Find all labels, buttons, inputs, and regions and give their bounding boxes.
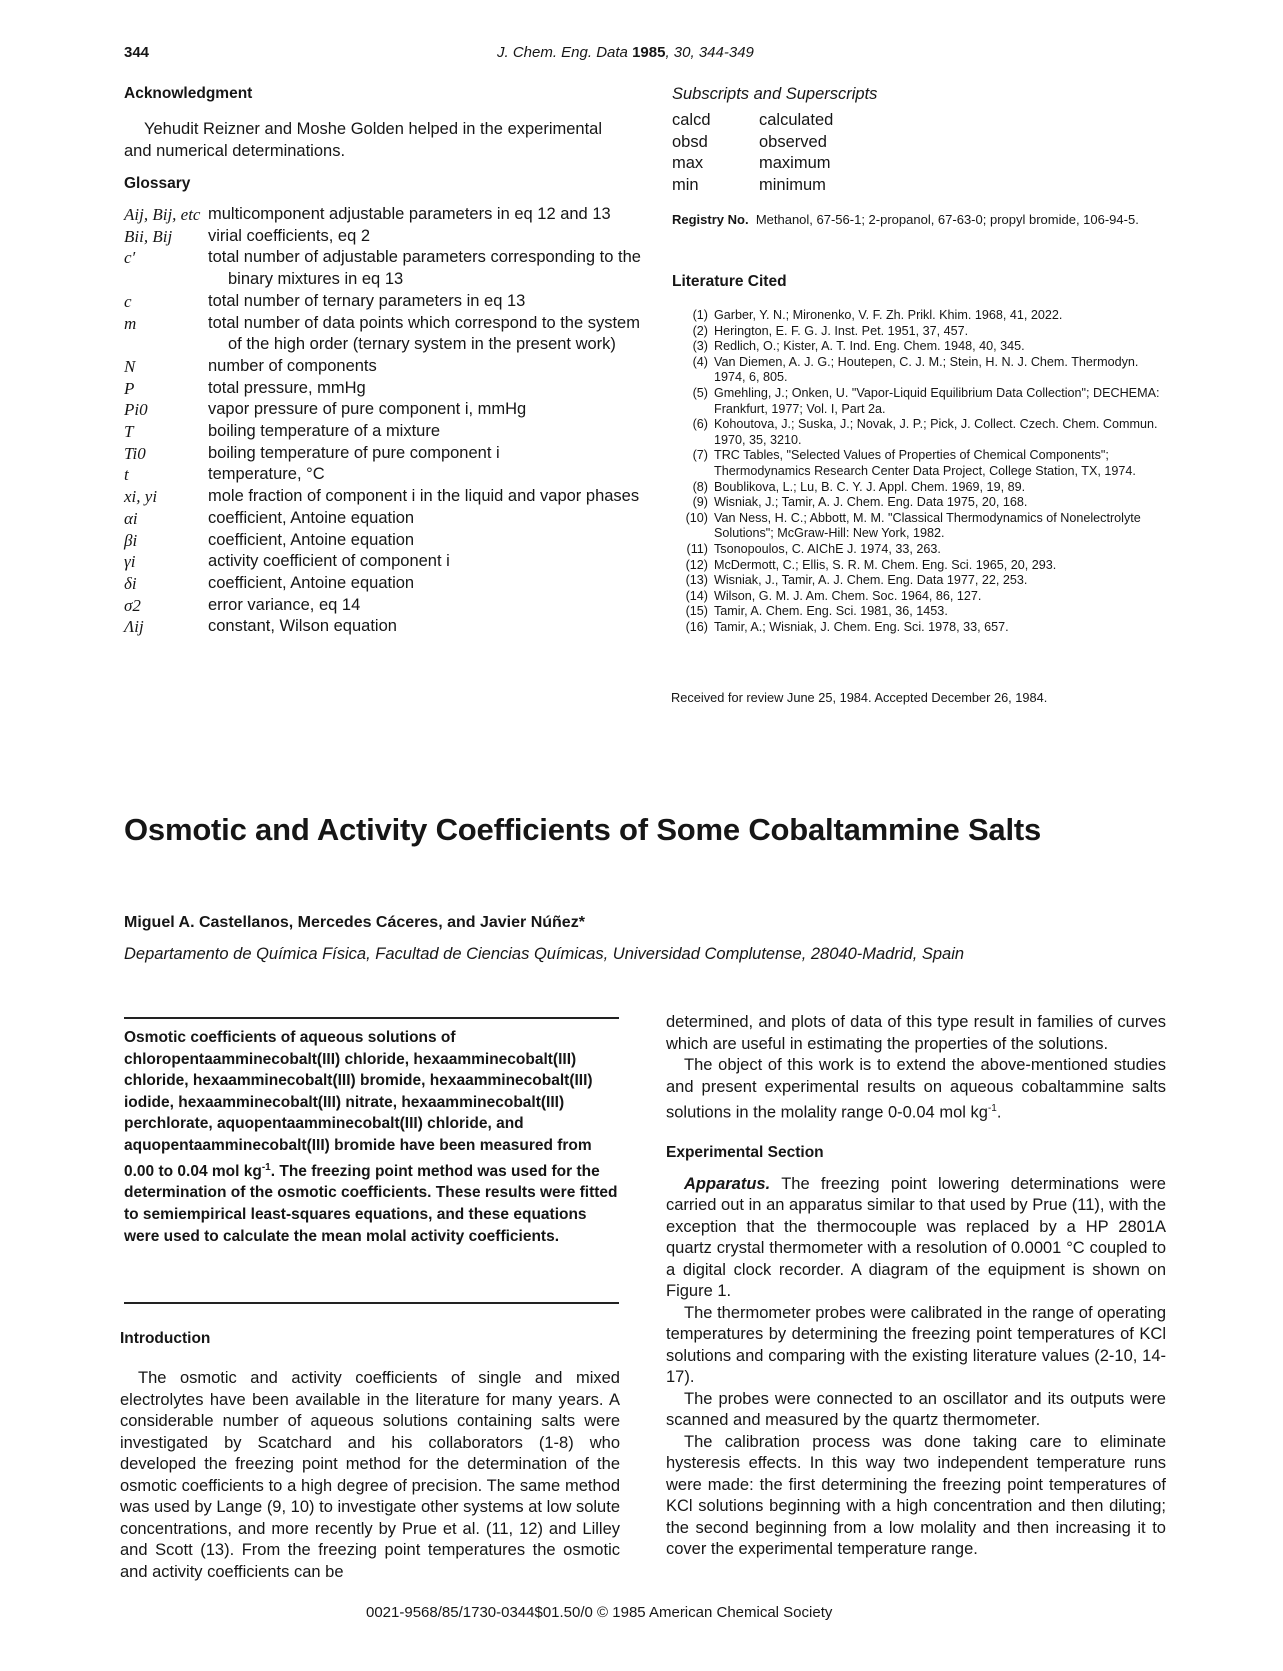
glossary-definition: error variance, eq 14 — [208, 595, 361, 614]
glossary-list — [124, 204, 644, 638]
glossary-symbol: T — [124, 422, 134, 442]
glossary-definition: vapor pressure of pure component i, mmHg — [208, 400, 527, 419]
glossary-symbol: c — [124, 291, 132, 311]
subscript-value: calculated — [759, 111, 834, 129]
glossary-item — [124, 313, 644, 356]
reference-text: Wilson, G. M. J. Am. Chem. Soc. 1964, 86, 127. — [714, 588, 982, 603]
reference-item — [672, 511, 1172, 542]
glossary-item — [124, 421, 644, 443]
reference-text: Redlich, O.; Kister, A. T. Ind. Eng. Chem. 1948, 40, 345. — [714, 339, 1025, 354]
glossary-symbol: σ2 — [124, 595, 141, 615]
glossary-item — [124, 530, 644, 552]
glossary-symbol: Ti0 — [124, 443, 146, 463]
glossary-item — [124, 226, 644, 248]
reference-number: (2) — [692, 323, 708, 338]
reference-item — [672, 573, 1172, 589]
acknowledgment-text: Yehudit Reizner and Moshe Golden helped in the experimental and numerical determinations. — [124, 120, 603, 160]
glossary-definition: multicomponent adjustable parameters in eq 12 and 13 — [208, 205, 611, 223]
glossary-item — [124, 508, 644, 530]
running-head: J. Chem. Eng. Data 1985, 30, 344-349 — [497, 44, 754, 61]
registry-numbers — [672, 210, 1172, 229]
glossary-definition: boiling temperature of pure component i — [208, 443, 500, 462]
reference-number: (8) — [692, 479, 708, 494]
glossary-definition: coefficient, Antoine equation — [208, 508, 415, 527]
paragraph: The object of this work is to extend the above-mentioned studies and present experimental results on aqueous cobaltammine salts solutions in the molality range 0-0.04 mol $kg^{-1}$. — [666, 1056, 1166, 1122]
glossary-symbol: P — [124, 378, 135, 398]
glossary-symbol: m — [124, 313, 137, 333]
page-number: 344 — [124, 44, 150, 61]
reference-item — [672, 386, 1172, 417]
subscript-key: max — [672, 154, 704, 172]
glossary-symbol: Aij, Bij, etc — [124, 205, 201, 224]
reference-item — [672, 480, 1172, 496]
paragraph — [666, 1174, 1166, 1303]
glossary-symbol: γi — [124, 552, 136, 572]
glossary-item — [124, 486, 644, 508]
glossary-definition: total number of data points which correspond to the system of the high order (ternary system in the present work) — [208, 313, 640, 354]
reference-number: (5) — [692, 385, 708, 400]
reference-text: Van Diemen, A. J. G.; Houtepen, C. J. M.; Stein, H. N. J. Chem. Thermodyn. 1974, 6, 805. — [714, 354, 1139, 385]
reference-text: McDermott, C.; Ellis, S. R. M. Chem. Eng. Sci. 1965, 20, 293. — [714, 557, 1057, 572]
glossary-symbol: δi — [124, 573, 137, 593]
reference-number: (6) — [692, 417, 708, 432]
glossary-definition: activity coefficient of component i — [208, 552, 450, 571]
literature-title: Literature Cited — [672, 273, 787, 290]
glossary-symbol: c′ — [124, 248, 136, 268]
reference-item — [672, 542, 1172, 558]
glossary-item — [124, 247, 644, 290]
paragraph: The probes were connected to an oscillator and its outputs were scanned and measured by the quartz thermometer. — [666, 1389, 1166, 1429]
glossary-definition: temperature, °C — [208, 465, 325, 484]
glossary-definition: total pressure, mmHg — [208, 378, 366, 397]
glossary-symbol: Pi0 — [124, 400, 148, 420]
reference-text: Gmehling, J.; Onken, U. "Vapor-Liquid Equilibrium Data Collection"; DECHEMA: Frankfurt, 1977; Vol. I, Part 2a. — [714, 385, 1160, 416]
reference-item — [672, 417, 1172, 448]
reference-text: Van Ness, H. C.; Abbott, M. M. "Classical Thermodynamics of Nonelectrolyte Solutions"; McGraw-Hill: New York, 1982. — [714, 510, 1141, 541]
glossary-item — [124, 595, 644, 617]
reference-text: Wisniak, J., Tamir, A. J. Chem. Eng. Data 1977, 22, 253. — [714, 573, 1028, 588]
glossary-definition: number of components — [208, 356, 377, 375]
glossary-symbol: xi, yi — [124, 487, 158, 507]
journal-volume: 30 — [673, 44, 691, 61]
subscript-key: min — [672, 175, 699, 194]
article-title: Osmotic and Activity Coefficients of Some Cobaltammine Salts — [124, 812, 1042, 847]
reference-text: Tamir, A.; Wisniak, J. Chem. Eng. Sci. 1978, 33, 657. — [714, 619, 1009, 634]
reference-number: (3) — [692, 339, 708, 354]
reference-item — [672, 604, 1172, 620]
abstract-bottom-rule — [124, 1302, 619, 1304]
glossary-definition: constant, Wilson equation — [208, 617, 397, 636]
reference-item — [672, 339, 1172, 355]
glossary-definition: boiling temperature of a mixture — [208, 422, 441, 441]
subscript-item — [672, 153, 1192, 175]
glossary-symbol: Bii, Bij — [124, 226, 173, 246]
glossary-definition: mole fraction of component i in the liquid and vapor phases — [208, 487, 640, 506]
reference-number: (9) — [692, 495, 708, 510]
reference-text: Boublikova, L.; Lu, B. C. Y. J. Appl. Chem. 1969, 19, 89. — [714, 479, 1026, 494]
abstract-text: Osmotic coefficients of aqueous solutions of chloropentaamminecobalt(III) chloride, hexaamminecobalt(III) chloride, hexaamminecobalt(III) bromide, hexaamminecobalt(III) iodide, hexaamminecobalt(III) nitrate, hexaamminecobalt(III) perchlorate, aquopentaamminecobalt(III) chloride, and aquopentaamminecobalt(III) bromide have been measured from 0.00 to 0.04 mol $kg^{-1}$. The freezing point method was used for the determination of the osmotic coefficients. These results were fitted to semiempirical least-squares equations, and these equations were used to calculate the mean molal activity coefficients. — [124, 1029, 618, 1245]
reference-item — [672, 355, 1172, 386]
apparatus-label: Apparatus. — [684, 1174, 771, 1193]
glossary-item — [124, 291, 644, 313]
glossary-item — [124, 356, 644, 378]
journal-pages: 344-349 — [698, 44, 754, 61]
paragraph: The thermometer probes were calibrated in the range of operating temperatures by determining the freezing point temperatures of KCl solutions and comparing with the existing literature values (2-10, 14-17). — [666, 1303, 1166, 1386]
subscript-key: calcd — [672, 111, 711, 129]
glossary-symbol: Λij — [124, 617, 144, 637]
glossary-item — [124, 464, 644, 486]
registry-label: Registry No. — [672, 212, 749, 227]
reference-item — [672, 324, 1172, 340]
reference-number: (11) — [686, 541, 708, 556]
reference-text: Garber, Y. N.; Mironenko, V. F. Zh. Prikl. Khim. 1968, 41, 2022. — [714, 308, 1063, 322]
glossary-definition: virial coefficients, eq 2 — [208, 226, 371, 245]
reference-number: (16) — [685, 619, 708, 634]
reference-text: TRC Tables, "Selected Values of Properties of Chemical Components"; Thermodynamics Research Center Data Project, College Station, TX, 1974. — [714, 448, 1136, 478]
reference-text: Herington, E. F. G. J. Inst. Pet. 1951, 37, 457. — [714, 323, 969, 338]
journal-year: 1985 — [632, 44, 666, 61]
reference-number: (14) — [685, 588, 708, 603]
introduction-title: Introduction — [120, 1330, 211, 1347]
reference-text: Kohoutova, J.; Suska, J.; Novak, J. P.; Pick, J. Collect. Czech. Chem. Commun. 1970, 35, 3210. — [714, 417, 1158, 447]
received-note: Received for review June 25, 1984. Accepted December 26, 1984. — [671, 690, 1048, 705]
reference-number: (1) — [692, 308, 708, 322]
registry-text: Methanol, 67-56-1; 2-propanol, 67-63-0; propyl bromide, 106-94-5. — [755, 212, 1139, 227]
reference-number: (12) — [685, 557, 708, 572]
apparatus-text: The freezing point lowering determinations were carried out in an apparatus similar to that used by Prue (11), with the exception that the thermocouple was replaced by a HP 2801A quartz crystal thermometer with a resolution of 0.0001 °C coupled to a digital clock recorder. A diagram of the equipment is shown on Figure 1. — [666, 1174, 1166, 1300]
reference-item — [672, 620, 1172, 636]
reference-item — [672, 589, 1172, 605]
glossary-item — [124, 551, 644, 573]
subscript-item — [672, 132, 1192, 154]
reference-number: (10) — [685, 510, 708, 525]
reference-text: Wisniak, J.; Tamir, A. J. Chem. Eng. Data 1975, 20, 168. — [714, 495, 1028, 510]
abstract-top-rule — [124, 1017, 619, 1019]
subscript-item — [672, 110, 1192, 132]
glossary-definition: total number of ternary parameters in eq 13 — [208, 291, 526, 310]
paragraph: determined, and plots of data of this type result in families of curves which are useful in estimating the properties of the solutions. — [666, 1013, 1166, 1053]
acknowledgment-title: Acknowledgment — [124, 85, 253, 102]
glossary-item — [124, 378, 644, 400]
subscripts-section — [672, 85, 1192, 196]
glossary-item — [124, 443, 644, 465]
glossary-symbol: βi — [124, 530, 138, 550]
reference-list — [672, 308, 1172, 635]
experimental-title: Experimental Section — [666, 1144, 824, 1161]
paragraph: The calibration process was done taking care to eliminate hysteresis effects. In this way two independent temperature runs were made: the first determining the freezing point temperatures of KCl solutions beginning with a high concentration and then diluting; the second beginning from a low molality and then increasing it to cover the experimental temperature range. — [666, 1432, 1166, 1558]
subscript-value: observed — [759, 132, 827, 151]
glossary-symbol: t — [124, 465, 129, 485]
subscript-value: minimum — [759, 175, 826, 194]
glossary-title: Glossary — [124, 175, 191, 192]
right-column — [666, 1012, 1166, 1561]
subscript-value: maximum — [759, 154, 831, 172]
reference-item — [672, 448, 1172, 479]
journal-name: J. Chem. Eng. Data — [497, 44, 628, 61]
glossary-item — [124, 399, 644, 421]
subscript-key: obsd — [672, 132, 708, 151]
reference-number: (13) — [685, 573, 708, 588]
reference-text: Tamir, A. Chem. Eng. Sci. 1981, 36, 1453. — [714, 604, 948, 619]
glossary-symbol: αi — [124, 508, 138, 528]
glossary-item — [124, 204, 644, 226]
reference-item — [672, 308, 1172, 324]
subscript-item — [672, 175, 1192, 197]
reference-text: Tsonopoulos, C. AIChE J. 1974, 33, 263. — [714, 541, 941, 556]
glossary-symbol: N — [124, 356, 136, 376]
subscripts-list — [672, 110, 1192, 196]
glossary-definition: coefficient, Antoine equation — [208, 530, 415, 549]
glossary-definition: coefficient, Antoine equation — [208, 573, 415, 592]
reference-item — [672, 495, 1172, 511]
reference-number: (4) — [692, 354, 708, 369]
glossary-item — [124, 573, 644, 595]
reference-number: (15) — [685, 604, 708, 619]
page-footer: 0021-9568/85/1730-0344$01.50/0 © 1985 American Chemical Society — [366, 1604, 833, 1621]
glossary-definition: total number of adjustable parameters corresponding to the binary mixtures in eq 13 — [208, 248, 641, 289]
glossary-item — [124, 616, 644, 638]
article-affiliation: Departamento de Química Física, Facultad de Ciencias Químicas, Universidad Complutense, 28040-Madrid, Spain — [124, 945, 965, 963]
subscripts-title: Subscripts and Superscripts — [672, 85, 878, 103]
introduction-text: The osmotic and activity coefficients of single and mixed electrolytes have been available in the literature for many years. A considerable number of aqueous solutions containing salts were investigated by Scatchard and his collaborators (1-8) who developed the freezing point method for the determination of the osmotic coefficients to a high degree of precision. The same method was used by Lange (9, 10) to investigate other systems at low solute concentrations, and more recently by Prue et al. (11, 12) and Lilley and Scott (13). From the freezing point temperatures the osmotic and activity coefficients can be — [120, 1369, 620, 1581]
reference-item — [672, 558, 1172, 574]
reference-number: (7) — [692, 448, 708, 463]
article-authors: Miguel A. Castellanos, Mercedes Cáceres, and Javier Núñez* — [124, 914, 585, 931]
